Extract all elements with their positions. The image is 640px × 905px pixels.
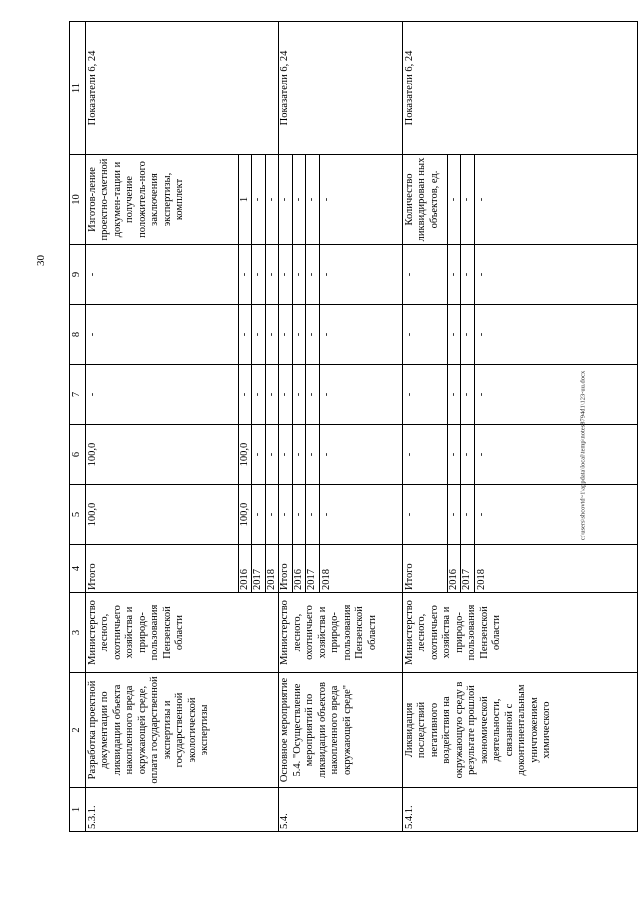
cell-value: -: [252, 485, 266, 545]
cell-value: -: [85, 305, 238, 365]
year-label: 2017: [306, 545, 320, 593]
measure-name: Ликвидация последствий негативного воздействия на окружающую среду в результате прошлой экономической деятельности, связанной с доконтинентальным уничтожением химического: [402, 673, 637, 788]
cell-value: -: [319, 305, 402, 365]
column-number: 9: [70, 245, 86, 305]
cell-value: -: [474, 155, 637, 245]
cell-value: -: [252, 365, 266, 425]
cell-value: -: [265, 155, 279, 245]
table-row: [85, 22, 238, 832]
cell-value: -: [306, 425, 320, 485]
column-number: 8: [70, 305, 86, 365]
cell-value: -: [292, 305, 306, 365]
cell-value: -: [85, 365, 238, 425]
year-label: 2017: [252, 545, 266, 593]
cell-value: -: [319, 485, 402, 545]
cell-value: -: [319, 245, 402, 305]
program-measures-table: [69, 21, 638, 832]
cell-value: 100,0: [238, 425, 252, 485]
cell-value: -: [319, 425, 402, 485]
cell-value: -: [292, 245, 306, 305]
indicator-reference: Показатели 6, 24: [279, 22, 403, 155]
total-label: Итого: [85, 545, 238, 593]
cell-value: -: [292, 365, 306, 425]
page-number: 30: [35, 255, 47, 266]
cell-value: 100,0: [238, 485, 252, 545]
column-number: 5: [70, 485, 86, 545]
cell-value: -: [279, 365, 293, 425]
year-label: 2018: [474, 545, 637, 593]
cell-value: -: [447, 245, 461, 305]
cell-value: -: [252, 245, 266, 305]
column-number: 2: [70, 673, 86, 788]
cell-value: -: [265, 365, 279, 425]
cell-value: -: [292, 155, 306, 245]
measure-name: Основное мероприятие 5.4. "Осуществление мероприятий по ликвидации объектов накопленного вреда окружающей среде": [279, 673, 403, 788]
cell-value: -: [279, 425, 293, 485]
cell-value: -: [474, 485, 637, 545]
cell-value: -: [85, 245, 238, 305]
table-row: [279, 22, 293, 832]
cell-value: 1: [238, 155, 252, 245]
cell-value: -: [279, 245, 293, 305]
cell-value: -: [279, 305, 293, 365]
measure-name: Разработка проектной документации по ликвидации объекта накопленного вреда окружающей среде, оплата государственной экспертизы и государственной экологической экспертизы: [85, 673, 279, 788]
cell-value: -: [461, 245, 475, 305]
cell-value: -: [461, 305, 475, 365]
cell-value: -: [306, 305, 320, 365]
cell-value: -: [402, 425, 447, 485]
cell-value: -: [279, 155, 293, 245]
cell-value: -: [447, 365, 461, 425]
cell-value: -: [402, 485, 447, 545]
measure-number: 5.4.1.: [402, 788, 637, 832]
indicator-description: Количество ликвидирован ных объектов, ед.: [402, 155, 447, 245]
cell-value: -: [474, 305, 637, 365]
cell-value: -: [265, 485, 279, 545]
indicator-description: Изготов-ление проектно-сметной докумен-тации и получение положитель-ного заключения экспертизы, комплект: [85, 155, 238, 245]
column-number: 1: [70, 788, 86, 832]
cell-value: -: [447, 425, 461, 485]
column-number: 7: [70, 365, 86, 425]
total-label: Итого: [279, 545, 293, 593]
responsible-executor: Министерство лесного, охотничьего хозяйства и природо-пользования Пензенской области: [279, 593, 403, 673]
measure-number: 5.4.: [279, 788, 403, 832]
column-number: 6: [70, 425, 86, 485]
table-row: [402, 22, 447, 832]
cell-value: -: [319, 365, 402, 425]
measure-number: 5.3.1.: [85, 788, 279, 832]
cell-value: -: [474, 425, 637, 485]
year-label: 2016: [238, 545, 252, 593]
total-label: Итого: [402, 545, 447, 593]
cell-value: -: [461, 485, 475, 545]
cell-value: -: [306, 155, 320, 245]
indicator-reference: Показатели 6, 24: [402, 22, 637, 155]
year-label: 2018: [319, 545, 402, 593]
cell-value: -: [306, 245, 320, 305]
column-number: 3: [70, 593, 86, 673]
cell-value: -: [461, 425, 475, 485]
cell-value: -: [252, 305, 266, 365]
file-path-footer: c:\users\shcovtd~1\appdata\local\temp\notes8794d1\123-uu.docx: [579, 370, 587, 541]
cell-value: -: [238, 365, 252, 425]
year-label: 2016: [447, 545, 461, 593]
column-number: 4: [70, 545, 86, 593]
column-number: 11: [70, 22, 86, 155]
column-number: 10: [70, 155, 86, 245]
cell-value: -: [474, 245, 637, 305]
cell-value: -: [447, 155, 461, 245]
cell-value: -: [292, 485, 306, 545]
cell-value: -: [306, 485, 320, 545]
cell-value: -: [238, 305, 252, 365]
cell-value: -: [474, 365, 637, 425]
cell-value: 100,0: [85, 485, 238, 545]
cell-value: -: [265, 425, 279, 485]
cell-value: -: [402, 365, 447, 425]
year-label: 2016: [292, 545, 306, 593]
cell-value: -: [319, 155, 402, 245]
cell-value: -: [461, 155, 475, 245]
cell-value: -: [265, 245, 279, 305]
document-table-frame: [69, 22, 552, 832]
year-label: 2018: [265, 545, 279, 593]
cell-value: -: [279, 485, 293, 545]
cell-value: -: [292, 425, 306, 485]
cell-value: 100,0: [85, 425, 238, 485]
responsible-executor: Министерство лесного, охотничьего хозяйства и природо-пользования Пензенской области: [85, 593, 279, 673]
cell-value: -: [265, 305, 279, 365]
cell-value: -: [447, 485, 461, 545]
cell-value: -: [447, 305, 461, 365]
indicator-reference: Показатели 6, 24: [85, 22, 279, 155]
cell-value: -: [402, 305, 447, 365]
cell-value: -: [402, 245, 447, 305]
cell-value: -: [252, 425, 266, 485]
column-number-row: [70, 22, 86, 832]
year-label: 2017: [461, 545, 475, 593]
cell-value: -: [306, 365, 320, 425]
responsible-executor: Министерство лесного, охотничьего хозяйства и природо-пользования Пензенской области: [402, 593, 637, 673]
cell-value: -: [461, 365, 475, 425]
cell-value: -: [238, 245, 252, 305]
cell-value: -: [252, 155, 266, 245]
